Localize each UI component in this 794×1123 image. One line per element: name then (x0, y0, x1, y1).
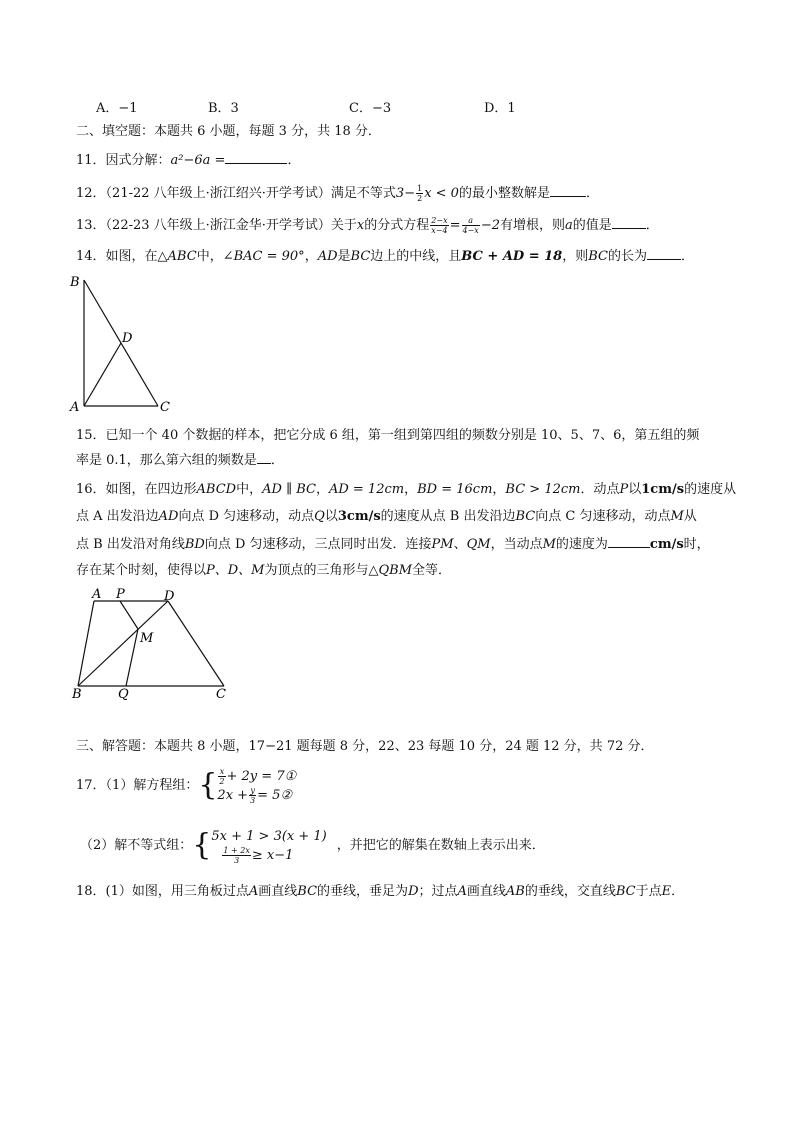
question-13: 13．（22-23 八年级上·浙江金华·开学考试）关于x的分式方程 $\frac{2-x}{x-4}$ = $\frac{a}{4-x}$ −2有增根，则a的值是 ． (76, 216, 659, 235)
quadrilateral-figure (66, 586, 246, 701)
answer-blank (225, 151, 287, 164)
label-a: A (92, 587, 102, 602)
option-b: B．3 (208, 101, 239, 116)
segment-qm (126, 629, 138, 686)
question-18: 18．(1）如图，用三角板过点A画直线BC的垂线，垂足为D；过点A画直线AB的垂线，交直线BC于点E． (76, 884, 685, 899)
label-c: C (160, 400, 170, 415)
question-15-line-2: 率是 0.1，那么第六组的频数是 ． (76, 453, 284, 468)
question-11: 11．因式分解：a²−6a = ． (76, 153, 301, 168)
answer-blank (257, 451, 271, 464)
question-15-line-1: 15．已知一个 40 个数据的样本，把它分成 6 组，第一组到第四组的频数分别是 10、5、7、6，第五组的频 (76, 428, 700, 443)
answer-blank (647, 247, 681, 260)
section-3-heading: 三、解答题：本题共 8 小题，17−21 题每题 8 分，22、23 每题 10 分，24 题 12 分，共 72 分． (76, 739, 654, 754)
question-12: 12．（21-22 八年级上·浙江绍兴·开学考试）满足不等式3− $\frac{1}{2}$ x < 0的最小整数解是 ． (76, 184, 599, 203)
label-m: M (140, 631, 154, 646)
segment-pm (120, 601, 138, 629)
section-2-heading: 二、填空题：本题共 6 小题，每题 3 分，共 18 分． (76, 124, 381, 139)
system-brace: { (192, 827, 212, 863)
label-d: D (164, 589, 175, 604)
label-c: C (216, 687, 226, 701)
label-p: P (116, 587, 125, 602)
answer-blank (608, 535, 650, 548)
label-b: B (70, 275, 80, 290)
question-14: 14．如图，在△ABC中，∠BAC = 90°，AD是BC边上的中线，且BC + AD = 18，则BC的长为 ． (76, 249, 695, 264)
question-17-part-1: 17．（1）解方程组：{ $\frac{x}{2}$ + 2y = 7① 2x + $\frac{y}{3}$ = 5② (76, 766, 297, 805)
question-16-line-2: 点 A 出发沿边AD向点 D 匀速移动，动点Q以3cm/s的速度从点 B 出发沿边BC向点 C 匀速移动，动点M从 (76, 509, 697, 524)
question-17-part-2: （2）解不等式组：{ 5x + 1 > 3(x + 1) $\frac{1 + 2x}{3}$ ≥ x−1 ，并把它的解集在数轴上表示出来． (80, 827, 545, 865)
label-a: A (70, 400, 80, 415)
side-dc (168, 601, 224, 686)
question-16-line-1: 16．如图，在四边形ABCD中，AD ∥ BC，AD = 12cm，BD = 16cm，BC > 12cm．动点P以1cm/s的速度从 (76, 482, 737, 497)
question-16-line-4: 存在某个时刻，使得以P、D、M为顶点的三角形与△QBM全等． (76, 563, 452, 578)
answer-blank (550, 184, 586, 197)
option-d: D．1 (484, 101, 516, 116)
option-a: A．−1 (96, 101, 138, 116)
option-c: C．−3 (349, 101, 392, 116)
system-brace: { (198, 767, 218, 803)
median-ad (84, 343, 121, 406)
triangle-figure (66, 270, 186, 420)
label-b: B (72, 687, 82, 701)
question-16-line-3: 点 B 出发沿对角线BD向点 D 匀速移动，三点同时出发．连接PM、QM，当动点M的速度为 cm/s时， (76, 537, 710, 552)
label-d: D (122, 331, 133, 346)
answer-blank (612, 216, 646, 229)
label-q: Q (118, 687, 129, 701)
